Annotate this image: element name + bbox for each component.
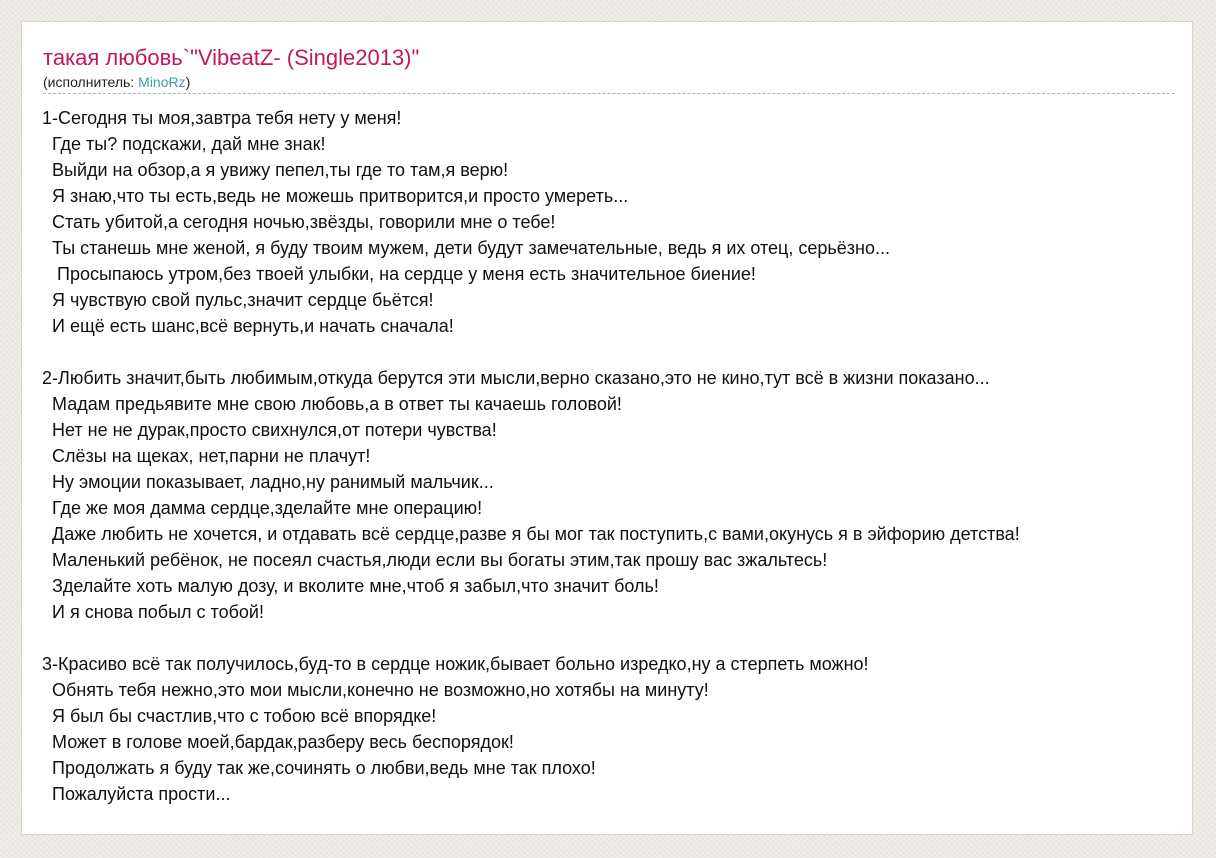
lyrics-panel <box>21 21 1193 835</box>
lyrics-line: Где ты? подскажи, дай мне знак! <box>42 134 326 154</box>
lyrics-line: И ещё есть шанс,всё вернуть,и начать сначала! <box>42 316 454 336</box>
lyrics-line: Пожалуйста прости... <box>42 784 231 804</box>
lyrics-line: Я был бы счастлив,что с тобою всё впорядке! <box>42 706 437 726</box>
lyrics-line: Я чувствую свой пульс,значит сердце бьётся! <box>42 290 434 310</box>
lyrics-line: 3-Красиво всё так получилось,буд-то в сердце ножик,бывает больно изредко,ну а стерпеть можно! <box>42 654 869 674</box>
artist-link[interactable]: MinoRz <box>138 74 186 90</box>
artist-line <box>43 74 190 91</box>
artist-prefix: (исполнитель: <box>43 74 139 90</box>
lyrics-line: 1-Сегодня ты моя,завтра тебя нету у меня! <box>42 108 402 128</box>
lyrics-line: Слёзы на щеках, нет,парни не плачут! <box>42 446 371 466</box>
lyrics-line: Даже любить не хочется, и отдавать всё сердце,разве я бы мог так поступить,с вами,окунусь я в эйфорию детства! <box>42 524 1020 544</box>
lyrics-line: Может в голове моей,бардак,разберу весь беспорядок! <box>42 732 514 752</box>
lyrics-text <box>42 105 1182 807</box>
artist-suffix: ) <box>185 74 191 90</box>
title-divider <box>43 93 1175 94</box>
lyrics-line: Продолжать я буду так же,сочинять о любви,ведь мне так плохо! <box>42 758 596 778</box>
lyrics-line: 2-Любить значит,быть любимым,откуда берутся эти мысли,верно сказано,это не кино,тут всё в жизни показано... <box>42 368 990 388</box>
lyrics-line: Где же моя дамма сердце,зделайте мне операцию! <box>42 498 483 518</box>
lyrics-line: И я снова побыл с тобой! <box>42 602 264 622</box>
lyrics-line: Я знаю,что ты есть,ведь не можешь притворится,и просто умереть... <box>42 186 629 206</box>
lyrics-line: Мадам предьявите мне свою любовь,а в ответ ты качаешь головой! <box>42 394 622 414</box>
lyrics-line: Просыпаюсь утром,без твоей улыбки, на сердце у меня есть значительное биение! <box>42 264 756 284</box>
lyrics-line: Зделайте хоть малую дозу, и вколите мне,чтоб я забыл,что значит боль! <box>42 576 659 596</box>
lyrics-line: Стать убитой,а сегодня ночью,звёзды, говорили мне о тебе! <box>42 212 556 232</box>
lyrics-line: Ну эмоции показывает, ладно,ну ранимый мальчик... <box>42 472 494 492</box>
lyrics-line: Выйди на обзор,а я увижу пепел,ты где то там,я верю! <box>42 160 509 180</box>
lyrics-line: Нет не не дурак,просто свихнулся,от потери чувства! <box>42 420 497 440</box>
lyrics-line: Маленький ребёнок, не посеял счастья,люди если вы богаты этим,так прошу вас зжальтесь! <box>42 550 828 570</box>
lyrics-line: Обнять тебя нежно,это мои мысли,конечно не возможно,но хотябы на минуту! <box>42 680 709 700</box>
song-title: такая любовь`"VibeatZ- (Single2013)" <box>43 45 420 70</box>
lyrics-blank-line <box>42 339 1182 365</box>
lyrics-line: Ты станешь мне женой, я буду твоим мужем, дети будут замечательные, ведь я их отец, серьёзно... <box>42 238 890 258</box>
lyrics-blank-line <box>42 625 1182 651</box>
